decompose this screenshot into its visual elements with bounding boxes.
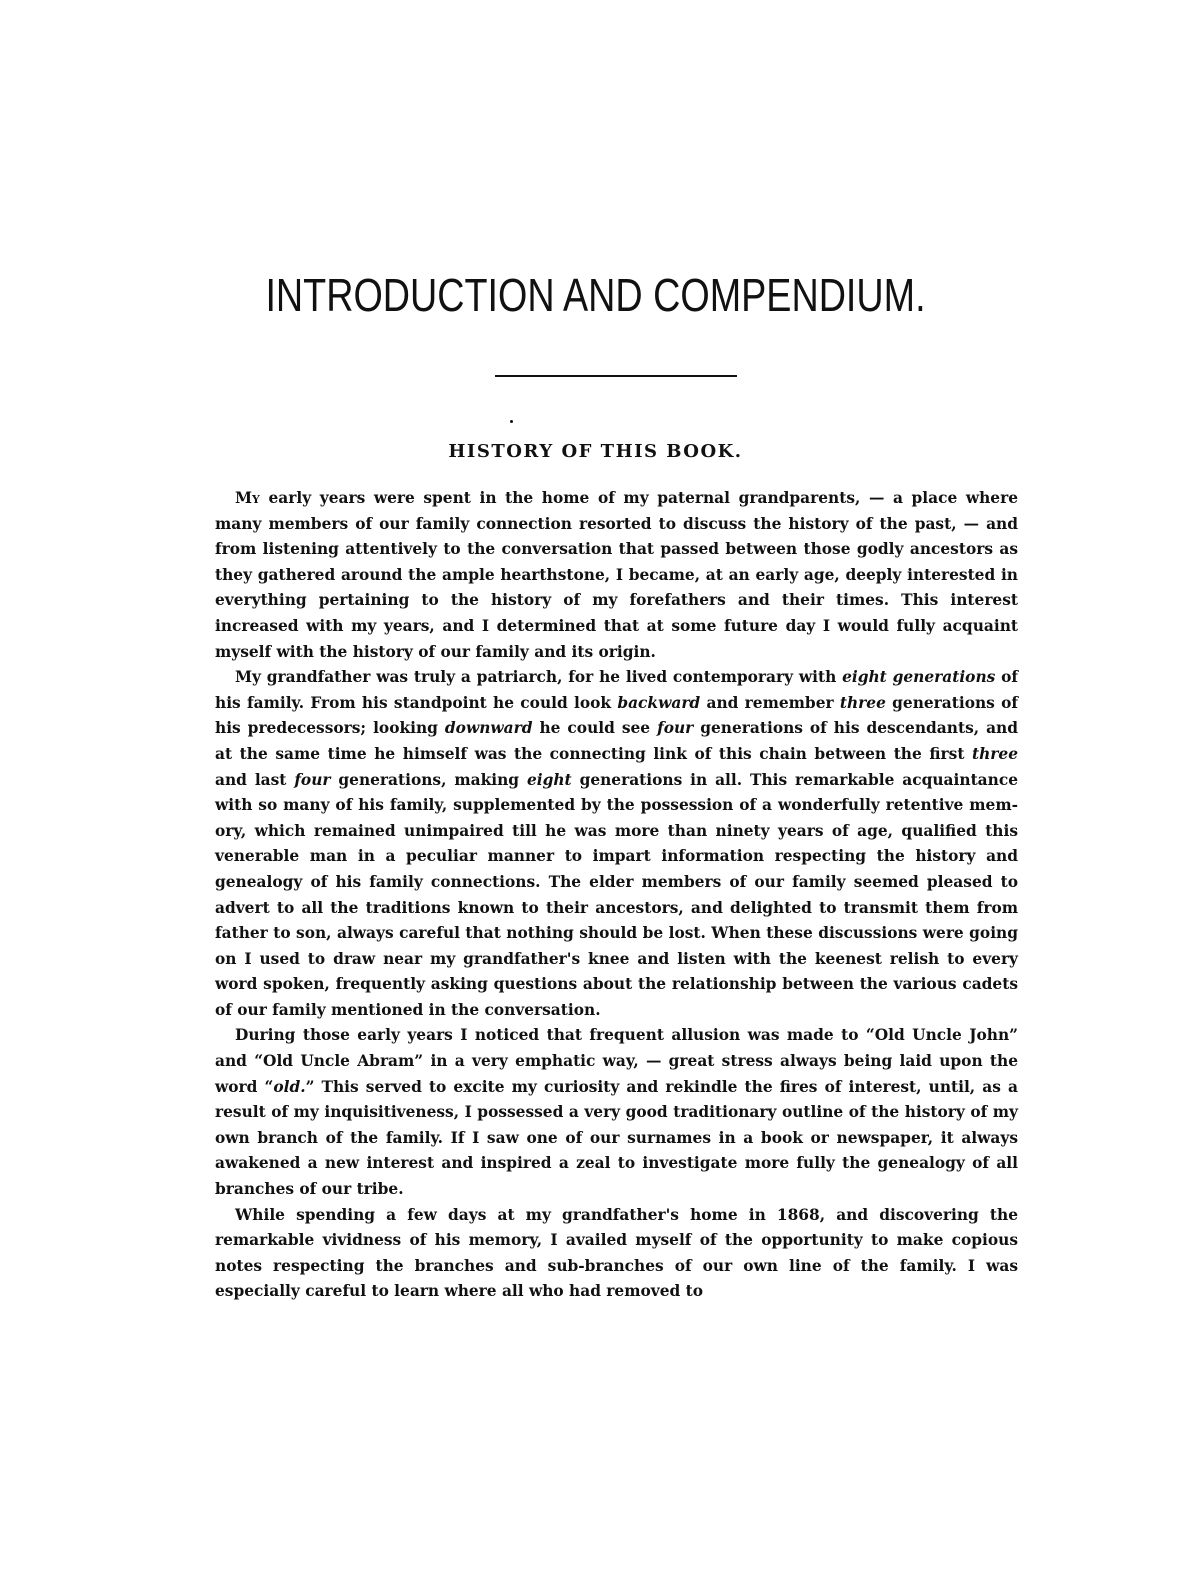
paragraph-2-segment-3: of his family. From his standpoint he could look (215, 668, 1019, 712)
paragraph-2-segment-4: backward (617, 693, 701, 712)
paragraph-2-segment-17: generations in all. This remarkable acquaintance with so many of his family, supplemented by the possession of a wonderfully retentive memory, which remained unimpaired till he was more than ninety years of age, qualified this venerable man in a peculiar manner to impart information respecting the history and genealogy of his family connections. The elder members of our family seemed pleased to advert to all the traditions known to their ancestors, and delighted to transmit them from father to son, always careful that nothing should be lost. When these discussions were going on I used to draw near my grandfather's knee and listen with the keenest relish to every word spoken, frequently asking questions about the relationship between the various cadets of our family mentioned in the conversation. (215, 770, 1018, 1019)
paragraph-2-segment-15: generations, making (330, 770, 527, 789)
paragraph-3-segment-3: ” This served to excite my curiosity and rekindle the fires of interest, until, as a result of my inquisitiveness, I possessed a very good traditionary outline of the history of my own branch of the family. If I saw one of our surnames in a book or newspaper, it always awakened a new interest and inspired a zeal to investigate more fully the genealogy of all branches of our tribe. (215, 1077, 1018, 1199)
section-heading: HISTORY OF THIS BOOK. (448, 441, 743, 462)
title-divider (495, 375, 737, 377)
paragraph-4-segment-1: While spending a few days at my grandfather's home in 1868, and discovering the remarkable vividness of his memory, I availed myself of the opportunity to make copious notes respecting the branches and sub-branches of our own line of the family. I was especially careful to learn where all who had removed to (215, 1205, 1018, 1301)
paragraph-1 (215, 486, 1018, 665)
paragraph-3-segment-2: old. (273, 1077, 306, 1096)
paragraph-3 (215, 1023, 1018, 1202)
body-text (215, 486, 1018, 1305)
paragraph-2-segment-11: generations of his descendants, and at the same time he himself was the connecting link of this chain between the first (215, 719, 1018, 763)
paragraph-2-segment-14: four (294, 770, 331, 789)
paragraph-1-segment-1: My (235, 489, 260, 507)
paragraph-2 (215, 665, 1018, 1023)
paragraph-2-segment-12: three (972, 744, 1018, 763)
paragraph-2-segment-8: downward (444, 719, 533, 738)
paragraph-2-segment-7: generations of his predecessors; looking (215, 693, 1018, 738)
stray-dot (510, 420, 513, 423)
paragraph-2-segment-13: and last (215, 770, 295, 789)
page-title: INTRODUCTION AND COMPENDIUM. (265, 269, 926, 321)
paragraph-1-segment-2: early years were spent in the home of my paternal grandparents, — a place where many members of our family connection resorted to discuss the history of the past, — and from listening attentively to the conversation that passed between those godly ancestors as they gathered around the ample hearthstone, I became, at an early age, deeply interested in everything pertaining to the history of my forefathers and their times. This interest increased with my years, and I determined that at some future day I would fully acquaint myself with the history of our family and its origin. (215, 489, 1018, 661)
paragraph-2-segment-6: three (839, 693, 886, 712)
paragraph-2-segment-2: eight generations (842, 668, 996, 687)
paragraph-2-segment-16: eight (526, 770, 572, 789)
paragraph-2-segment-1: My grandfather was truly a patriarch, for he lived contemporary with (235, 668, 843, 687)
paragraph-2-segment-5: and remember (700, 693, 840, 712)
paragraph-2-segment-9: he could see (532, 719, 658, 738)
paragraph-2-segment-10: four (657, 719, 694, 738)
paragraph-3-segment-1: During those early years I noticed that frequent allusion was made to “Old Uncle John” and “Old Uncle Abram” in a very emphatic way, — great stress always being laid upon the word “ (215, 1026, 1018, 1096)
paragraph-4 (215, 1203, 1018, 1305)
